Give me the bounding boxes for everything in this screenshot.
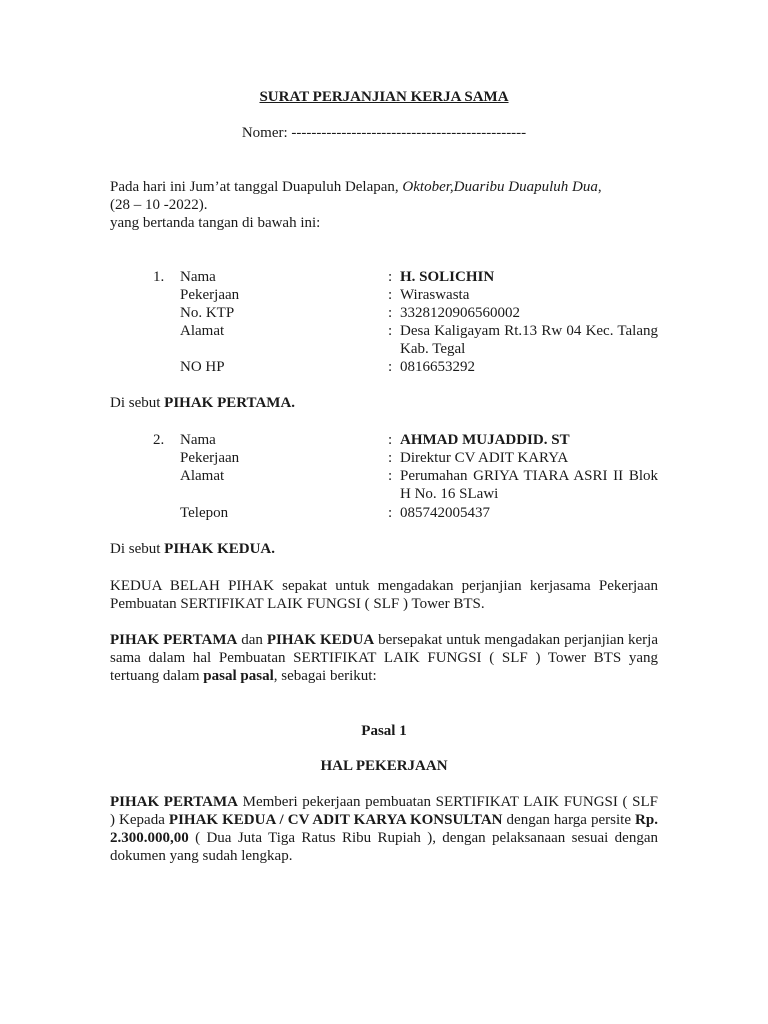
articles-intro-paragraph: PIHAK PERTAMA dan PIHAK KEDUA bersepakat untuk mengadakan perjanjian kerja sama dalam hal Pembuatan SERTIFIKAT LAIK FUNGSI ( SLF ) Tower BTS yang tertuang dalam pasal pasal, sebagai berikut: (110, 632, 658, 684)
colon: : (388, 269, 393, 285)
article-subheading: HAL PEKERJAAN (320, 758, 448, 774)
party-one-phone-value: 0816653292 (400, 359, 475, 375)
colon: : (388, 323, 393, 339)
party-two-name-value: AHMAD MUJADDID. ST (400, 432, 570, 448)
party-two-address-label: Alamat (180, 468, 225, 484)
agreement-paragraph: KEDUA BELAH PIHAK sepakat untuk mengadakan perjanjian kerjasama Pekerjaan Pembuatan SERTIFIKAT LAIK FUNGSI ( SLF ) Tower BTS. (110, 578, 658, 612)
colon: : (388, 468, 393, 484)
colon: : (388, 305, 393, 321)
opening-signatory-line: yang bertanda tangan di bawah ini: (110, 215, 321, 231)
party-one-name-label: Nama (180, 269, 216, 285)
party-two-address-value: Perumahan GRIYA TIARA ASRI II Blok H No. 16 SLawi (400, 468, 658, 502)
party-one-phone-label: NO HP (180, 359, 225, 375)
colon: : (388, 432, 393, 448)
party-two-number: 2. (153, 432, 165, 448)
party-one-job-value: Wiraswasta (400, 287, 470, 303)
colon: : (388, 505, 393, 521)
opening-date-line: Pada hari ini Jum’at tanggal Duapuluh Delapan, Oktober,Duaribu Duapuluh Dua, (110, 179, 602, 195)
party-one-job-label: Pekerjaan (180, 287, 240, 303)
party-two-designation: Di sebut PIHAK KEDUA. (110, 541, 276, 557)
party-one-ktp-label: No. KTP (180, 305, 235, 321)
party-one-ktp-value: 3328120906560002 (400, 305, 520, 321)
party-two-phone-label: Telepon (180, 505, 229, 521)
opening-date-numeric: (28 – 10 -2022). (110, 197, 208, 213)
article-heading: Pasal 1 (361, 723, 407, 739)
party-two-job-value: Direktur CV ADIT KARYA (400, 450, 569, 466)
colon: : (388, 287, 393, 303)
party-one-designation: Di sebut PIHAK PERTAMA. (110, 395, 296, 411)
colon: : (388, 359, 393, 375)
party-two-name-label: Nama (180, 432, 216, 448)
document-title: SURAT PERJANJIAN KERJA SAMA (259, 89, 509, 105)
colon: : (388, 450, 393, 466)
party-one-address-label: Alamat (180, 323, 225, 339)
party-two-job-label: Pekerjaan (180, 450, 240, 466)
party-one-name-value: H. SOLICHIN (400, 269, 495, 285)
document-number: Nomer: ----------------------------------------------- (241, 125, 527, 141)
article-one-paragraph: PIHAK PERTAMA Memberi pekerjaan pembuatan SERTIFIKAT LAIK FUNGSI ( SLF ) Kepada PIHAK KEDUA / CV ADIT KARYA KONSULTAN dengan harga persite Rp. 2.300.000,00 ( Dua Juta Tiga Ratus Ribu Rupiah ), dengan pelaksanaan sesuai dengan dokumen yang sudah lengkap. (110, 794, 658, 864)
party-one-address-value: Desa Kaligayam Rt.13 Rw 04 Kec. Talang Kab. Tegal (400, 323, 658, 357)
party-two-phone-value: 085742005437 (400, 505, 490, 521)
party-one-number: 1. (153, 269, 165, 285)
